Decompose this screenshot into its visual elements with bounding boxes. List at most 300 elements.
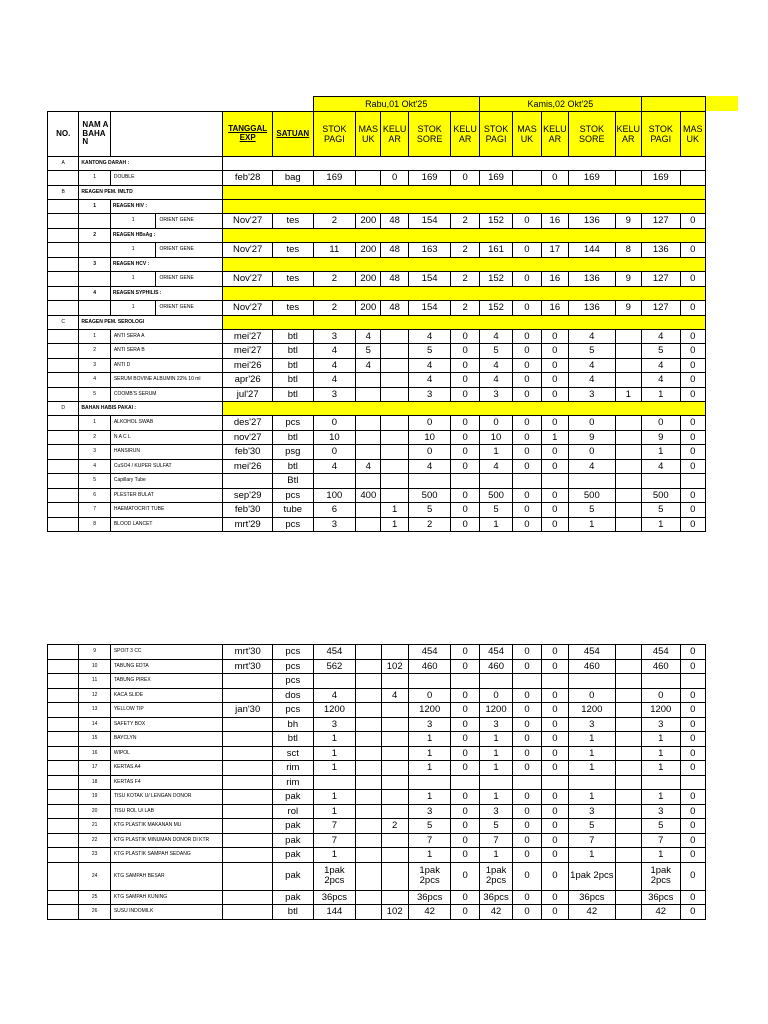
item-unit: pak: [273, 833, 314, 848]
value-cell: 6: [313, 503, 356, 518]
value-cell: 3: [569, 387, 616, 402]
value-cell: 0: [569, 445, 616, 460]
subsection-fill: [223, 257, 706, 271]
value-cell: [313, 674, 356, 689]
value-cell: 0: [408, 416, 451, 431]
item-no: 18: [79, 775, 110, 790]
value-cell: 1: [313, 761, 356, 776]
table-row: [48, 416, 706, 431]
value-cell: [615, 659, 641, 674]
value-cell: 0: [680, 905, 705, 920]
value-cell: [408, 775, 451, 790]
value-cell: 1: [479, 848, 512, 863]
section-name: REAGEN PEM. SEROLOGI: [79, 315, 223, 329]
value-cell: 48: [381, 242, 408, 257]
table-row: [48, 271, 706, 286]
item-unit: pak: [273, 790, 314, 805]
value-cell: 5: [642, 344, 681, 359]
item-no: 3: [79, 445, 110, 460]
value-cell: 0: [408, 688, 451, 703]
value-cell: [479, 775, 512, 790]
value-cell: 4: [381, 688, 408, 703]
subsection-name: REAGEN HBsAg :: [110, 228, 223, 242]
col-spacer: [110, 112, 223, 157]
table-row: [48, 329, 706, 344]
value-cell: 4: [569, 459, 616, 474]
value-cell: 0: [451, 416, 479, 431]
value-cell: 16: [541, 271, 568, 286]
item-name: CuSO4 / KUPER SULFAT: [110, 459, 223, 474]
value-cell: 4: [408, 358, 451, 373]
blank-cell: [48, 717, 79, 732]
value-cell: 1: [642, 517, 681, 532]
item-name: ANTI SERA A: [110, 329, 223, 344]
value-cell: 454: [479, 645, 512, 660]
value-cell: 3: [642, 717, 681, 732]
value-cell: 0: [513, 819, 541, 834]
value-cell: [615, 416, 641, 431]
blank-cell: [48, 199, 79, 213]
value-cell: 200: [356, 271, 381, 286]
item-unit: pcs: [273, 645, 314, 660]
value-cell: 0: [680, 416, 705, 431]
blank-cell: [48, 474, 79, 489]
item-exp: jul'27: [223, 387, 273, 402]
item-name: KTG PLASTIK MINUMAN DONOR DI KTR: [110, 833, 223, 848]
value-cell: 17: [541, 242, 568, 257]
value-cell: 9: [615, 300, 641, 315]
value-cell: 562: [313, 659, 356, 674]
blank-cell: [48, 416, 79, 431]
value-cell: 0: [513, 517, 541, 532]
value-cell: 0: [680, 659, 705, 674]
item-name: KTG SAMPAH BESAR: [110, 862, 223, 890]
value-cell: [615, 848, 641, 863]
value-cell: 144: [569, 242, 616, 257]
item-exp: [223, 804, 273, 819]
value-cell: 1200: [313, 703, 356, 718]
item-exp: [223, 775, 273, 790]
value-cell: 0: [513, 703, 541, 718]
value-cell: 3: [479, 804, 512, 819]
value-cell: 1: [642, 761, 681, 776]
value-cell: 0: [451, 445, 479, 460]
value-cell: [381, 790, 408, 805]
value-cell: [381, 430, 408, 445]
value-cell: [381, 344, 408, 359]
value-cell: 4: [408, 459, 451, 474]
item-exp: feb'30: [223, 503, 273, 518]
value-cell: 0: [451, 688, 479, 703]
value-cell: 0: [680, 848, 705, 863]
value-cell: 500: [569, 488, 616, 503]
value-cell: 0: [569, 688, 616, 703]
value-cell: [615, 862, 641, 890]
blank-cell: [48, 905, 79, 920]
value-cell: 1: [479, 517, 512, 532]
value-cell: [356, 717, 381, 732]
value-cell: 4: [408, 373, 451, 388]
value-cell: 4: [356, 329, 381, 344]
item-name: HANSIRUN: [110, 445, 223, 460]
value-cell: 1: [479, 445, 512, 460]
stock-table-bottom: [47, 644, 706, 920]
table-row: [48, 430, 706, 445]
value-cell: 0: [680, 761, 705, 776]
value-cell: 152: [479, 271, 512, 286]
blank-cell: [48, 459, 79, 474]
item-name: TABUNG PIREX: [110, 674, 223, 689]
value-cell: 7: [408, 833, 451, 848]
value-cell: 1pak 2pcs: [569, 862, 616, 890]
table-row: [48, 833, 706, 848]
value-cell: 4: [479, 329, 512, 344]
value-cell: 169: [408, 171, 451, 186]
value-cell: 0: [513, 271, 541, 286]
table-row: [48, 804, 706, 819]
value-cell: 5: [569, 503, 616, 518]
value-cell: 0: [541, 517, 568, 532]
table-row: [48, 242, 706, 257]
value-cell: [356, 890, 381, 905]
value-cell: [615, 517, 641, 532]
value-cell: [615, 717, 641, 732]
value-cell: 4: [479, 459, 512, 474]
value-cell: [615, 344, 641, 359]
item-name: TISU ROL U/ LAB: [110, 804, 223, 819]
value-cell: 0: [451, 344, 479, 359]
table-row: [48, 344, 706, 359]
value-cell: 5: [408, 344, 451, 359]
item-exp: nov'27: [223, 430, 273, 445]
value-cell: [513, 674, 541, 689]
item-exp: mei'26: [223, 358, 273, 373]
value-cell: [615, 674, 641, 689]
value-cell: 0: [451, 430, 479, 445]
value-cell: [615, 819, 641, 834]
header-day1: Rabu,01 Okt'25: [313, 97, 479, 112]
value-cell: [381, 488, 408, 503]
value-cell: 42: [642, 905, 681, 920]
value-cell: 1: [569, 848, 616, 863]
value-cell: [615, 833, 641, 848]
value-cell: 1: [408, 732, 451, 747]
item-name: SAFETY BOX: [110, 717, 223, 732]
blank-cell: [48, 373, 79, 388]
value-cell: 163: [408, 242, 451, 257]
subsection-fill: [223, 286, 706, 300]
value-cell: 136: [642, 242, 681, 257]
value-cell: 2: [313, 300, 356, 315]
value-cell: 4: [569, 329, 616, 344]
value-cell: 0: [513, 732, 541, 747]
value-cell: 0: [680, 271, 705, 286]
value-cell: 400: [356, 488, 381, 503]
item-name: WIPOL: [110, 746, 223, 761]
item-unit: rim: [273, 775, 314, 790]
table-row: [48, 488, 706, 503]
value-cell: [356, 171, 381, 186]
value-cell: 0: [513, 905, 541, 920]
value-cell: 0: [451, 746, 479, 761]
value-cell: [569, 674, 616, 689]
value-cell: [356, 761, 381, 776]
value-cell: 460: [479, 659, 512, 674]
item-name: HAEMATOCRIT TUBE: [110, 503, 223, 518]
value-cell: 4: [642, 373, 681, 388]
value-cell: [313, 775, 356, 790]
value-cell: 136: [569, 300, 616, 315]
item-name: SERUM BOVINE ALBUMIN 22% 10 ml: [110, 373, 223, 388]
item-unit: pcs: [273, 517, 314, 532]
section-row: [48, 315, 706, 329]
value-cell: [615, 373, 641, 388]
value-cell: 2: [451, 242, 479, 257]
value-cell: [615, 329, 641, 344]
item-exp: [223, 761, 273, 776]
value-cell: 0: [541, 703, 568, 718]
table-row: [48, 300, 706, 315]
value-cell: 1200: [408, 703, 451, 718]
value-cell: [615, 474, 641, 489]
item-name: Capillary Tube: [110, 474, 223, 489]
table-row: [48, 459, 706, 474]
value-cell: [381, 862, 408, 890]
value-cell: [356, 373, 381, 388]
value-cell: [381, 373, 408, 388]
value-cell: 0: [451, 804, 479, 819]
item-name: ORIENT GENE: [156, 300, 223, 315]
item-unit: tes: [273, 242, 314, 257]
table-row: [48, 445, 706, 460]
value-cell: [356, 659, 381, 674]
header-highlight-extension: [706, 96, 738, 111]
value-cell: 36pcs: [479, 890, 512, 905]
item-unit: bh: [273, 717, 314, 732]
value-cell: 5: [479, 819, 512, 834]
value-cell: 5: [408, 503, 451, 518]
value-cell: [381, 761, 408, 776]
value-cell: 0: [680, 213, 705, 228]
value-cell: 4: [313, 373, 356, 388]
value-cell: 0: [451, 329, 479, 344]
section-fill: [223, 402, 706, 416]
item-exp: [223, 790, 273, 805]
item-name: ORIENT GENE: [156, 213, 223, 228]
value-cell: 0: [680, 645, 705, 660]
item-name: DOUBLE: [110, 171, 223, 186]
value-cell: 0: [541, 804, 568, 819]
value-cell: [381, 848, 408, 863]
item-no: 1: [110, 271, 156, 286]
value-cell: 127: [642, 213, 681, 228]
item-no: 25: [79, 890, 110, 905]
value-cell: 169: [569, 171, 616, 186]
value-cell: 454: [569, 645, 616, 660]
blank-cell: [48, 228, 79, 242]
value-cell: 4: [642, 329, 681, 344]
item-exp: [223, 905, 273, 920]
value-cell: [381, 833, 408, 848]
value-cell: 0: [642, 416, 681, 431]
value-cell: 48: [381, 271, 408, 286]
value-cell: [615, 503, 641, 518]
item-exp: mei'27: [223, 329, 273, 344]
value-cell: 36pcs: [313, 890, 356, 905]
value-cell: 0: [451, 790, 479, 805]
value-cell: 0: [479, 688, 512, 703]
item-unit: btl: [273, 373, 314, 388]
value-cell: 1: [313, 790, 356, 805]
item-unit: pak: [273, 890, 314, 905]
value-cell: 100: [313, 488, 356, 503]
value-cell: 0: [541, 819, 568, 834]
value-cell: 0: [569, 416, 616, 431]
value-cell: 5: [569, 344, 616, 359]
blank-cell: [48, 688, 79, 703]
value-cell: 4: [313, 344, 356, 359]
section-code: C: [48, 315, 79, 329]
value-cell: 169: [313, 171, 356, 186]
section-fill: [223, 315, 706, 329]
table-row: [48, 775, 706, 790]
table-row: [48, 674, 706, 689]
item-no: 1: [110, 242, 156, 257]
value-cell: 3: [479, 717, 512, 732]
value-cell: 0: [541, 833, 568, 848]
item-unit: pak: [273, 848, 314, 863]
item-exp: des'27: [223, 416, 273, 431]
value-cell: 2: [451, 213, 479, 228]
item-no: 23: [79, 848, 110, 863]
item-unit: psg: [273, 445, 314, 460]
value-cell: 4: [642, 459, 681, 474]
value-cell: 0: [541, 746, 568, 761]
item-no: 4: [79, 459, 110, 474]
value-cell: [479, 674, 512, 689]
item-name: COOMB'S SERUM: [110, 387, 223, 402]
section-code: B: [48, 185, 79, 199]
value-cell: 0: [513, 459, 541, 474]
table-row: [48, 517, 706, 532]
value-cell: 500: [479, 488, 512, 503]
blank-cell: [48, 213, 79, 228]
value-cell: 0: [680, 746, 705, 761]
value-cell: [356, 905, 381, 920]
value-cell: 0: [513, 862, 541, 890]
table-row: [48, 688, 706, 703]
value-cell: 1pak 2pcs: [408, 862, 451, 890]
item-unit: btl: [273, 358, 314, 373]
value-cell: 0: [451, 645, 479, 660]
table-row: [48, 819, 706, 834]
value-cell: 1: [313, 732, 356, 747]
item-name: ORIENT GENE: [156, 271, 223, 286]
item-exp: sep'29: [223, 488, 273, 503]
item-exp: [223, 833, 273, 848]
value-cell: 4: [313, 459, 356, 474]
value-cell: 0: [680, 688, 705, 703]
item-no: 17: [79, 761, 110, 776]
header-day2: Kamis,02 Okt'25: [479, 97, 641, 112]
value-cell: 0: [513, 790, 541, 805]
item-no: 1: [79, 329, 110, 344]
value-cell: 0: [451, 848, 479, 863]
value-cell: [356, 732, 381, 747]
value-cell: 0: [541, 659, 568, 674]
table-row: [48, 373, 706, 388]
subsection-no: 4: [79, 286, 110, 300]
item-name: KTG PLASTIK SAMPAH SEDANG: [110, 848, 223, 863]
value-cell: 169: [642, 171, 681, 186]
table-row: [48, 503, 706, 518]
value-cell: [356, 387, 381, 402]
value-cell: 9: [569, 430, 616, 445]
value-cell: [381, 459, 408, 474]
table-row: [48, 746, 706, 761]
value-cell: 1: [642, 848, 681, 863]
value-cell: 0: [451, 358, 479, 373]
item-exp: [223, 819, 273, 834]
value-cell: 152: [479, 213, 512, 228]
section-code: D: [48, 402, 79, 416]
item-no: 22: [79, 833, 110, 848]
item-unit: pak: [273, 862, 314, 890]
value-cell: [615, 703, 641, 718]
value-cell: 0: [642, 688, 681, 703]
value-cell: 1: [408, 848, 451, 863]
item-name: KACA SLIDE: [110, 688, 223, 703]
value-cell: 500: [642, 488, 681, 503]
value-cell: 161: [479, 242, 512, 257]
value-cell: 500: [408, 488, 451, 503]
blank-cell: [79, 242, 110, 257]
value-cell: 1: [381, 503, 408, 518]
table-row: [48, 862, 706, 890]
stock-table-top: [47, 96, 706, 532]
item-no: 4: [79, 373, 110, 388]
value-cell: [680, 674, 705, 689]
col-keluar-1: KELU AR: [381, 112, 408, 157]
value-cell: [615, 905, 641, 920]
value-cell: 0: [541, 732, 568, 747]
value-cell: 1: [479, 761, 512, 776]
value-cell: 0: [313, 416, 356, 431]
value-cell: 0: [513, 387, 541, 402]
value-cell: [356, 848, 381, 863]
value-cell: 0: [513, 848, 541, 863]
value-cell: 0: [541, 905, 568, 920]
item-no: 20: [79, 804, 110, 819]
subsection-name: REAGEN SYPHILIS :: [110, 286, 223, 300]
value-cell: [356, 746, 381, 761]
subsection-row: [48, 199, 706, 213]
table-row: [48, 890, 706, 905]
blank-cell: [48, 387, 79, 402]
col-keluar-2: KELU AR: [615, 112, 641, 157]
item-exp: [223, 862, 273, 890]
value-cell: 4: [408, 329, 451, 344]
item-name: ANTI D: [110, 358, 223, 373]
item-unit: btl: [273, 329, 314, 344]
item-exp: [223, 746, 273, 761]
value-cell: 0: [408, 445, 451, 460]
section-row: [48, 402, 706, 416]
item-no: 8: [79, 517, 110, 532]
value-cell: [615, 890, 641, 905]
table-row: [48, 732, 706, 747]
value-cell: 5: [642, 819, 681, 834]
